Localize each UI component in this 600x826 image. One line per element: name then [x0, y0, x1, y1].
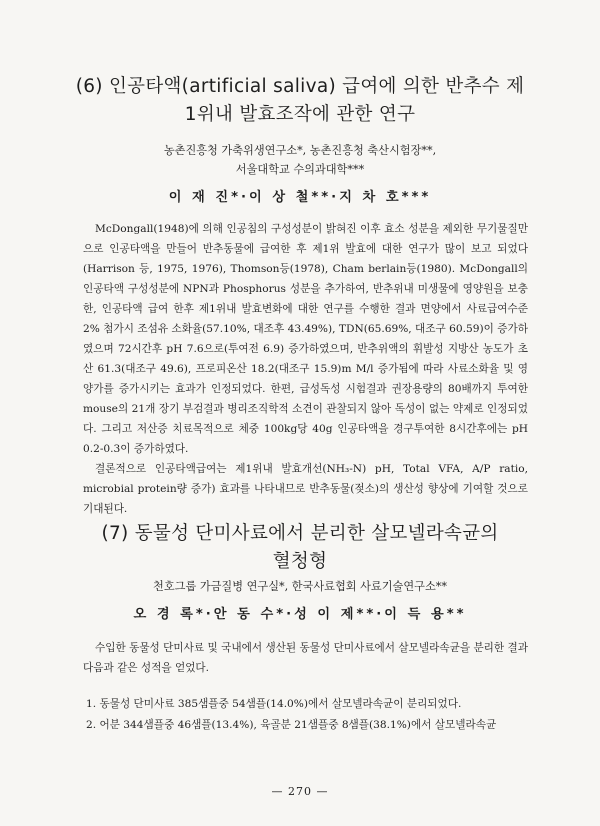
- section-6-affiliation: [0, 141, 600, 179]
- section-7-affiliation: 천호그룹 가금질병 연구실*, 한국사료협회 사료기술연구소**: [153, 580, 447, 593]
- section-6-authors: 이 재 진*·이 상 철**·지 차 호***: [168, 190, 432, 205]
- section-7-intro-paragraph: 수입한 동물성 단미사료 및 국내에서 생산된 동물성 단미사료에서 살모넬라속균을 분리한 결과 다음과 같은 성적을 얻었다.: [83, 642, 528, 674]
- section-7-title-line2: 혈청형: [272, 551, 328, 572]
- section-6-paragraph-2: 결론적으로 인공타액급여는 제1위내 발효개선(NH₃-N) pH, Total VFA, A/P ratio, microbial protein량 증가) 효과를 나타내므로 반추동물(젖소)의 생산성 향상에 기여할 것으로 기대된다.: [83, 463, 528, 515]
- page-number: — 270 —: [271, 785, 329, 798]
- section-6-title: [0, 73, 600, 129]
- section-6-body: [83, 219, 528, 519]
- section-7-title-line1: (7) 동물성 단미사료에서 분리한 살모넬라속균의: [101, 523, 499, 544]
- section-7-title: [0, 520, 600, 576]
- section-7-list-item-1: 1. 동물성 단미사료 385샘플중 54샘플(14.0%)에서 살모넬라속균이 분리되었다.: [86, 698, 462, 710]
- section-7-list-item-2: 2. 어분 344샘플중 46샘플(13.4%), 육골분 21샘플중 8샘플(38.1%)에서 살모넬라속균: [86, 719, 497, 731]
- section-6-paragraph-1: McDongall(1948)에 의해 인공침의 구성성분이 밝혀진 이후 효소 성분을 제외한 무기물질만으로 인공타액을 만들어 반추동물에 급여한 후 제1위 발효에 대한 연구가 많이 보고 되었다(Harrison 등, 1975, 1976), Thomson등(1978), Cham berlain등(1980). McDongall의 인공타액 구성성분에 NPN과 Phosphorus 성분을 추가하여, 반추위내 미생물에 영양원을 보충한, 인공타액 급여 한후 제1위내 발효변화에 대한 연구를 수행한 결과 면양에서 사료급여수준 2% 첨가시 조섬유 소화율(57.10%, 대조후 43.49%), TDN(65.69%, 대조구 60.59)이 증가하였으며 72시간후 pH 7.6으로(투여전 6.9) 증가하였으며, 반추위액의 휘발성 지방산 농도가 초산 61.3(대조구 49.6), 프로피온산 18.2(대조구 15.9)m M/l 증가됨에 따라 사료소화율 및 영양가를 증가시키는 효과가 인정되었다. 한편, 급성독성 시험결과 권장용량의 80배까지 투여한 mouse의 21개 장기 부검결과 병리조직학적 소견이 관찰되지 않아 독성이 없는 약제로 인정되었다. 그리고 저산증 치료목적으로 체중 100kg당 40g 인공타액을 경구투여한 8시간후에는 pH 0.2-0.3이 증가하였다.: [83, 223, 528, 455]
- section-6-title-line2: 1위내 발효조작에 관한 연구: [184, 104, 416, 125]
- section-7-authors: 오 경 록*·안 동 수*·성 이 제**·이 득 용**: [133, 607, 467, 622]
- section-7-intro: [83, 638, 528, 678]
- section-6-title-line1: (6) 인공타액(artificial saliva) 급여에 의한 반추수 제: [75, 76, 525, 97]
- section-6-affiliation-line1: 농촌진흥청 가축위생연구소*, 농촌진흥청 축산시험장**,: [163, 144, 437, 157]
- section-6-affiliation-line2: 서울대학교 수의과대학***: [235, 163, 365, 176]
